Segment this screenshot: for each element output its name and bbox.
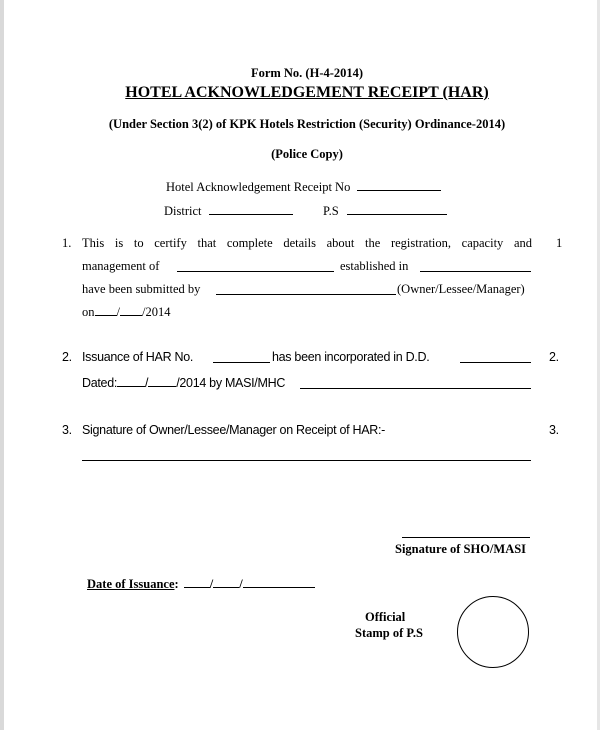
district-label: District (164, 204, 202, 218)
item1-date-year: /2014 (141, 305, 171, 319)
receipt-no-row (166, 180, 441, 195)
item2-line1-mid: has been incorporated in D.D. (272, 350, 430, 364)
form-number: Form No. (H-4-2014) (250, 66, 364, 80)
sho-signature-label: Signature of SHO/MASI (395, 542, 527, 556)
form-subtitle: (Under Section 3(2) of KPK Hotels Restriction (Security) Ordinance-2014) (108, 117, 506, 131)
item3-text: Signature of Owner/Lessee/Manager on Receipt of HAR:- (82, 423, 386, 437)
item1-month-blank[interactable] (120, 305, 142, 316)
ps-row (323, 204, 447, 219)
item1-submitted-by-blank[interactable] (216, 284, 396, 295)
stamp-label-line1: Official (365, 610, 406, 624)
item1-date-sep: / (116, 305, 120, 319)
official-stamp-circle (457, 596, 529, 668)
issuance-date-sep-2: / (239, 577, 243, 591)
item2-masi-blank[interactable] (300, 378, 531, 389)
item2-line2-suffix: /2014 by MASI/MHC (176, 376, 286, 390)
issuance-month-blank[interactable] (213, 577, 239, 588)
item1-line3-suffix: (Owner/Lessee/Manager) (397, 282, 525, 296)
form-title: HOTEL ACKNOWLEDGEMENT RECEIPT (HAR) (125, 84, 489, 101)
item1-date-row (82, 305, 170, 320)
item2-dd-blank[interactable] (460, 352, 531, 363)
date-of-issuance-colon: : (174, 577, 179, 591)
issuance-date-sep-1: / (209, 577, 214, 591)
item2-date-row (82, 376, 285, 390)
issuance-year-blank[interactable] (243, 577, 315, 588)
item1-line2-suffix: established in (340, 259, 409, 273)
ps-label: P.S (323, 204, 339, 218)
item2-har-no-blank[interactable] (213, 352, 270, 363)
item1-line2-label: management of (82, 259, 160, 273)
copy-label: (Police Copy) (271, 147, 343, 161)
item2-margin-mark: 2. (549, 350, 559, 364)
date-of-issuance-label: Date of Issuance (87, 577, 175, 591)
district-row (164, 204, 293, 219)
item1-management-blank[interactable] (177, 261, 334, 272)
item2-day-blank[interactable] (117, 376, 145, 387)
item1-established-blank[interactable] (420, 261, 531, 272)
page-left-edge (0, 0, 4, 730)
item2-line1-label: Issuance of HAR No. (82, 350, 194, 364)
district-blank[interactable] (209, 204, 293, 215)
item1-line1: This is to certify that complete details about the registration, capacity and (82, 236, 532, 250)
receipt-no-blank[interactable] (357, 180, 441, 191)
item3-signature-blank[interactable] (82, 450, 531, 461)
stamp-label-line2: Stamp of P.S (355, 626, 423, 640)
item1-on-label: on (82, 305, 95, 319)
item3-number: 3. (62, 423, 72, 437)
item1-number: 1. (62, 236, 72, 250)
sho-signature-blank[interactable] (402, 527, 530, 538)
item3-margin-mark: 3. (549, 423, 559, 437)
issuance-day-blank[interactable] (184, 577, 210, 588)
item1-line3-label: have been submitted by (82, 282, 201, 296)
receipt-no-label: Hotel Acknowledgement Receipt No (166, 180, 351, 194)
item2-dated-label: Dated: (82, 376, 118, 390)
item2-date-sep: / (145, 376, 149, 390)
ps-blank[interactable] (347, 204, 447, 215)
date-of-issuance-row (87, 577, 315, 592)
item2-number: 2. (62, 350, 72, 364)
item1-margin-mark: 1 (556, 236, 563, 250)
item2-month-blank[interactable] (148, 376, 176, 387)
item1-day-blank[interactable] (95, 305, 117, 316)
